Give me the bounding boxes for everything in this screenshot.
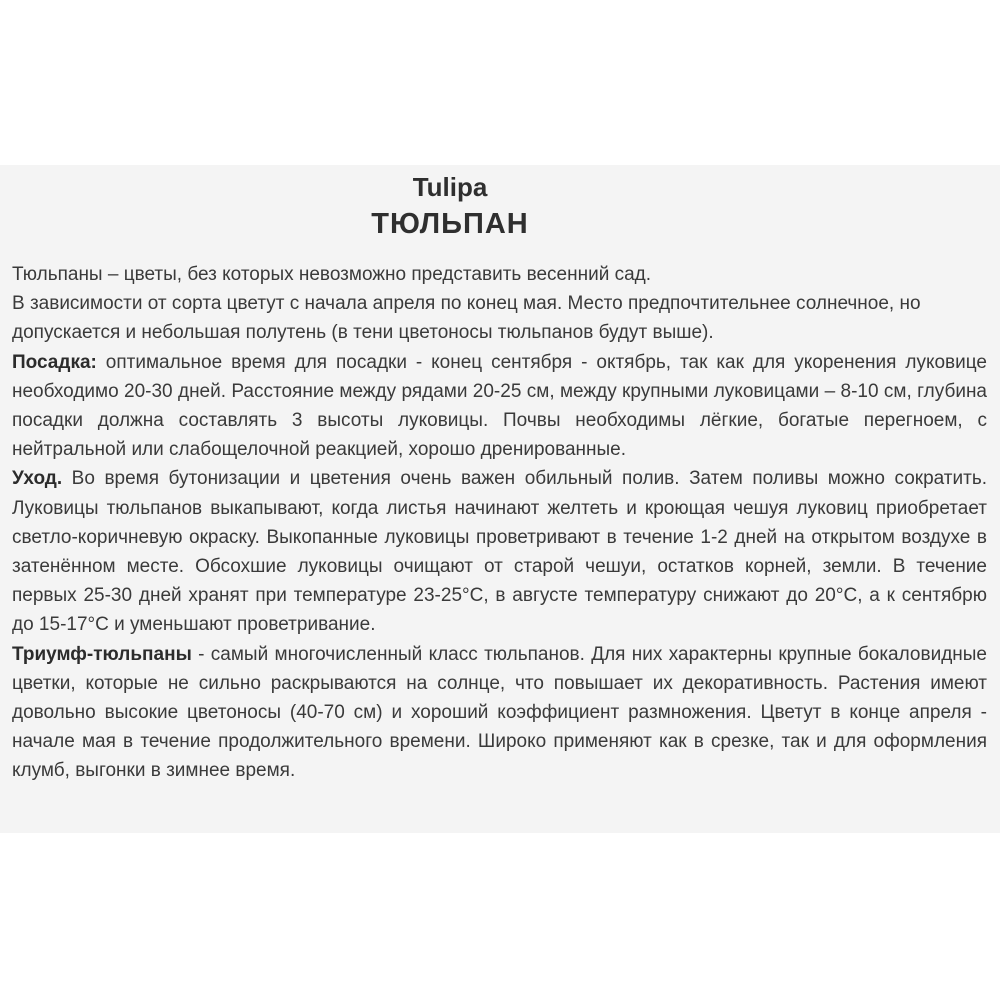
care-label: Уход. <box>12 468 63 490</box>
intro-line-1: Тюльпаны – цветы, без которых невозможно представить весенний сад. <box>12 264 652 285</box>
russian-title: ТЮЛЬПАН <box>371 208 529 240</box>
intro-line-2: В зависимости от сорта цветут с начала апреля по конец мая. Место предпочтительнее солнечное, но допускается и небольшая полутень (в тени цветоносы тюльпанов будут выше). <box>12 293 921 344</box>
planting-label: Посадка: <box>12 351 97 373</box>
triumph-label: Триумф-тюльпаны <box>12 643 192 665</box>
latin-title: Tulipa <box>412 172 488 202</box>
triumph-text: - самый многочисленный класс тюльпанов. Для них характерны крупные бокаловидные цветки, которые не сильно раскрываются на солнце, что повышает их декоративность. Растения имеют довольно высокие цветоносы (40-70 см) и хороший коэффициент размножения. Цветут в конце апреля - начале мая в течение продолжительного времени. Широко применяют как в срезке, так и для оформления клумб, выгонки в зимнее время. <box>12 643 987 782</box>
planting-paragraph <box>12 348 987 465</box>
care-paragraph <box>12 464 987 639</box>
description-text <box>12 260 987 786</box>
triumph-paragraph <box>12 640 987 786</box>
planting-text: оптимальное время для посадки - конец сентября - октябрь, так как для укоренения луковице необходимо 20-30 дней. Расстояние между рядами 20-25 см, между крупными луковицами – 8-10 см, глубина посадки должна составлять 3 высоты луковицы. Почвы необходимы лёгкие, богатые перегноем, с нейтральной или слабощелочной реакцией, хорошо дренированные. <box>12 351 987 461</box>
care-text: Во время бутонизации и цветения очень важен обильный полив. Затем поливы можно сократить. Луковицы тюльпанов выкапывают, когда листья начинают желтеть и кроющая чешуя луковиц приобретает светло-коричневую окраску. Выкопанные луковицы проветривают в течение 1-2 дней на открытом воздухе в затенённом месте. Обсохшие луковицы очищают от старой чешуи, остатков корней, земли. В течение первых 25-30 дней хранят при температуре 23-25°С, в августе температуру снижают до 20°С, а к сентябрю до 15-17°С и уменьшают проветривание. <box>12 468 987 636</box>
